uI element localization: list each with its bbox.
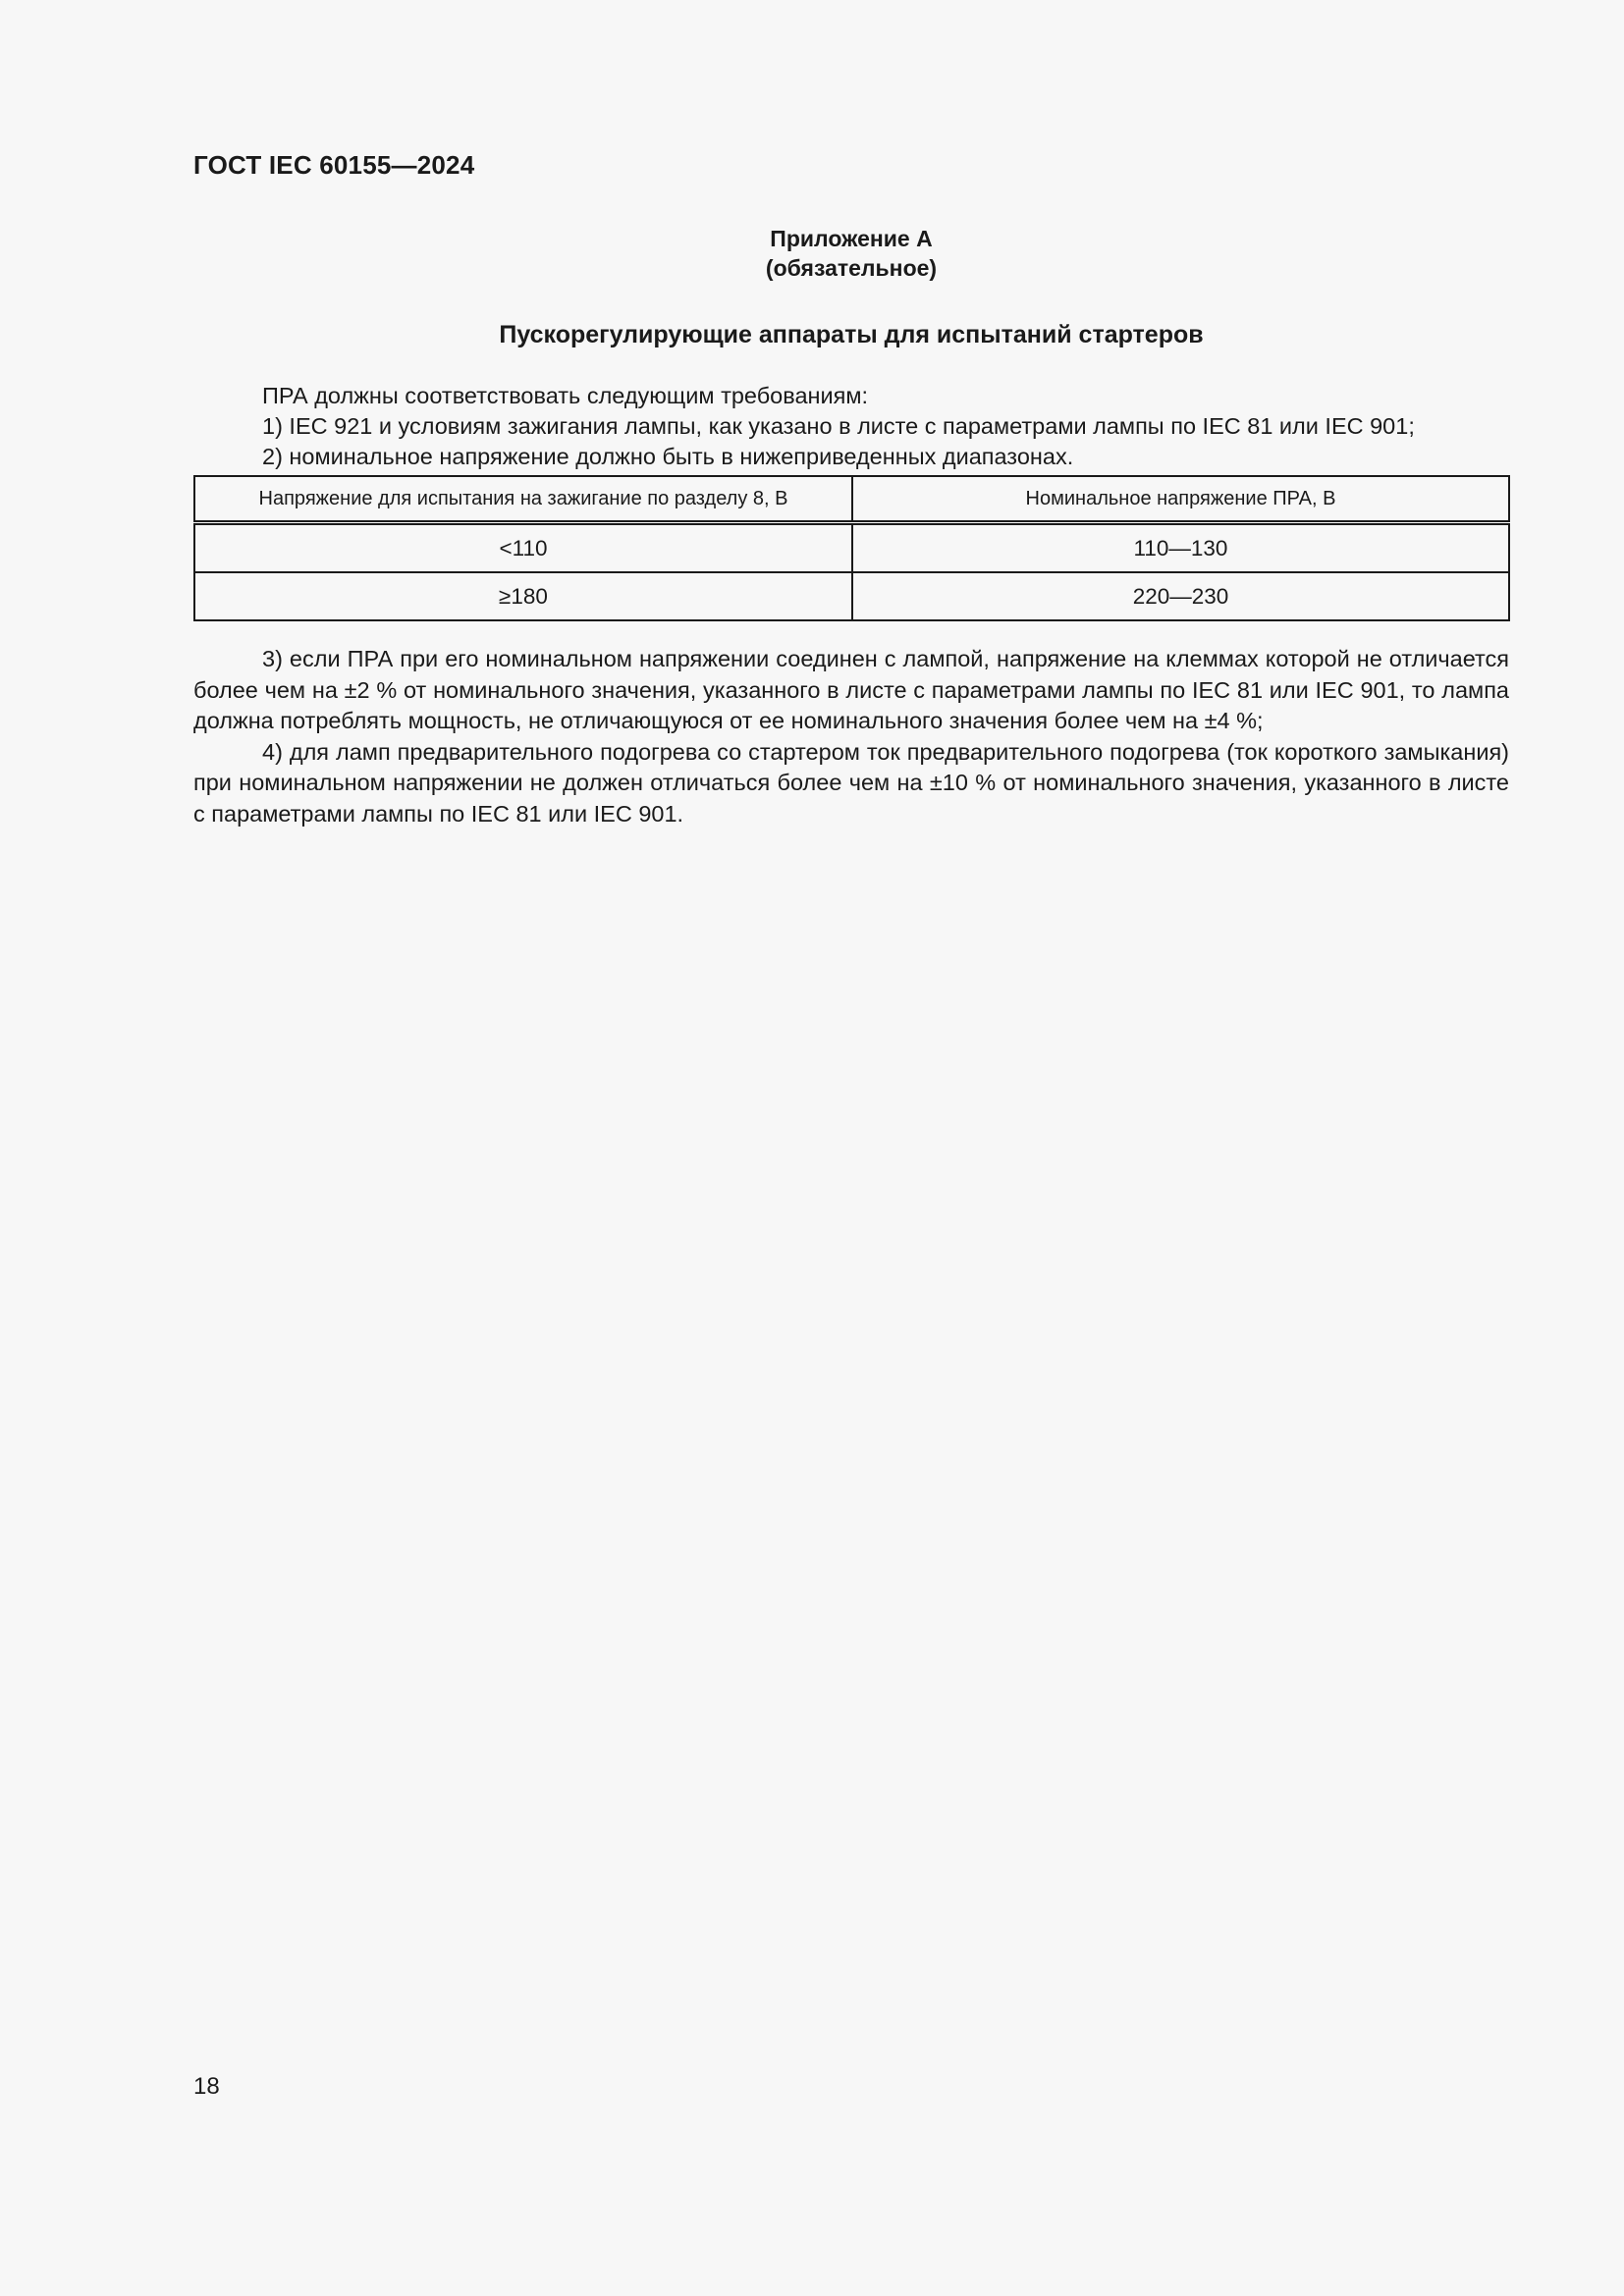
table-cell: 110—130 [852, 523, 1509, 573]
section-heading: Пускорегулирующие аппараты для испытаний стартеров [499, 321, 1204, 348]
table-header-test-voltage: Напряжение для испытания на зажигание по разделу 8, В [194, 476, 852, 523]
table-header-rated-voltage: Номинальное напряжение ПРА, В [852, 476, 1509, 523]
annex-title: Приложение А [770, 226, 933, 251]
table-row [194, 572, 1509, 620]
table-cell: <110 [194, 523, 852, 573]
annex-header [193, 224, 1509, 283]
requirement-item-2: 2) номинальное напряжение должно быть в нижеприведенных диапазонах. [262, 444, 1074, 469]
voltage-range-table [193, 475, 1510, 621]
table-cell: ≥180 [194, 572, 852, 620]
intro-paragraphs [193, 381, 1509, 472]
table-cell: 220—230 [852, 572, 1509, 620]
table-header-row [194, 476, 1509, 523]
requirement-items [193, 644, 1509, 829]
annex-status: (обязательное) [765, 255, 938, 281]
intro-line: ПРА должны соответствовать следующим требованиям: [262, 383, 869, 408]
table-row [194, 523, 1509, 573]
requirement-item-3: 3) если ПРА при его номинальном напряжении соединен с лампой, напряжение на клеммах которой не отличается более чем на ±2 % от номинального значения, указанного в листе с параметрами лампы по IEC 81 или IEC 901, то лампа должна потреблять мощность, не отличающуюся от ее номинального значения более чем на ±4 %; [193, 646, 1509, 733]
page-number: 18 [193, 2073, 220, 2100]
requirement-item-4: 4) для ламп предварительного подогрева со стартером ток предварительного подогрева (ток короткого замыкания) при номинальном напряжении не должен отличаться более чем на ±10 % от номинального значения, указанного в листе с параметрами лампы по IEC 81 или IEC 901. [193, 738, 1509, 827]
document-code: ГОСТ IEC 60155—2024 [193, 150, 475, 180]
requirement-item-1: 1) IEC 921 и условиям зажигания лампы, как указано в листе с параметрами лампы по IEC 81 или IEC 901; [262, 413, 1415, 439]
